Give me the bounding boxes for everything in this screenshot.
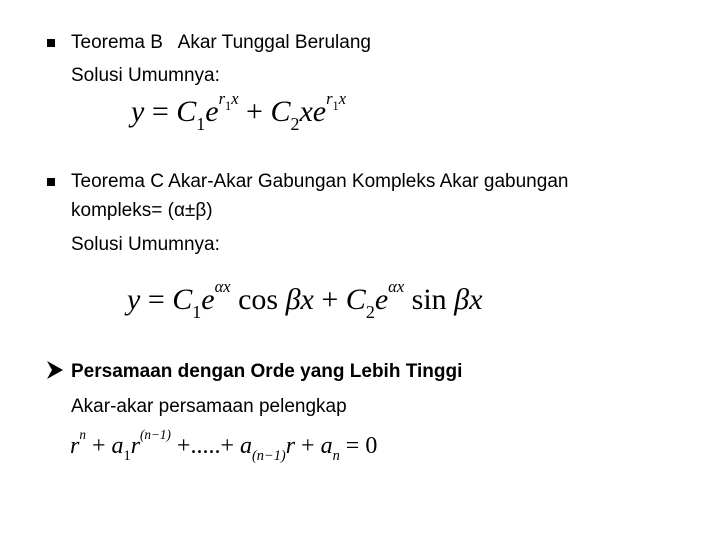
- arrow-bullet-icon: [44, 359, 66, 381]
- formula-theorem-c: $y = C_1e^{\alpha x}$ $\cos \beta x + C_2e^{\alpha x}$ sin βx: [127, 277, 483, 322]
- formula-theorem-b: $y = C_1e^{r_1x} + C_2xe^{r_1x}$: [131, 89, 347, 134]
- square-bullet-icon: [47, 178, 55, 186]
- higher-order-subtitle: Akar-akar persamaan pelengkap: [71, 396, 347, 417]
- higher-order-title: Persamaan dengan Orde yang Lebih Tinggi: [71, 361, 463, 382]
- theorem-c-title-cont: kompleks= (α±β): [71, 200, 213, 221]
- theorem-b-subtitle: Solusi Umumnya:: [71, 65, 220, 86]
- theorem-c-title: Teorema C Akar-Akar Gabungan Kompleks Akar gabungan: [71, 171, 569, 192]
- formula-higher-order: $r^n + a_1r^{(n-1)}$ +.....+ $a_{(n-1)}r + a_n = 0$: [70, 427, 378, 465]
- square-bullet-icon: [47, 39, 55, 47]
- theorem-b-title: Teorema B Akar Tunggal Berulang: [71, 32, 371, 53]
- theorem-c-subtitle: Solusi Umumnya:: [71, 234, 220, 255]
